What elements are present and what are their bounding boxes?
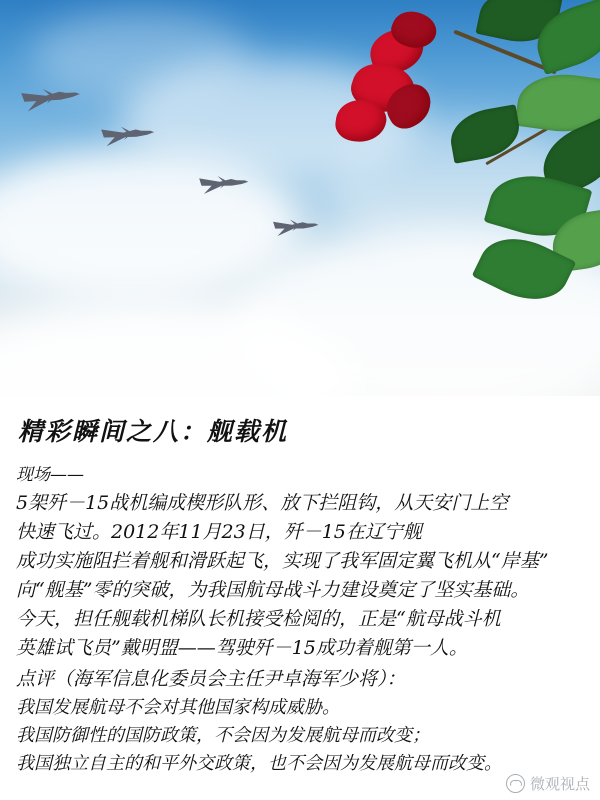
page-title: 精彩瞬间之八：舰载机 (18, 417, 289, 446)
body-line: 5架歼－15战机编成楔形队形、放下拦阻钩，从天安门上空 (16, 492, 509, 514)
comment-heading: 点评（海军信息化委员会主任尹卓海军少将）： (16, 668, 406, 690)
leaf-6 (446, 104, 523, 163)
wechat-icon (506, 774, 525, 793)
body-line: 今天，担任舰载机梯队长机接受检阅的，正是“航母战斗机 (16, 608, 501, 630)
foliage-cluster (330, 0, 600, 320)
body-line: 向“舰基”零的突破，为我国航母战斗力建设奠定了坚实基础。 (16, 579, 530, 601)
watermark-text: 微观视点 (529, 775, 590, 793)
body-line: 英雄试飞员”戴明盟——驾驶歼－15成功着舰第一人。 (16, 637, 468, 659)
jet-aircraft-1 (18, 76, 84, 118)
body-line: 成功实施阻拦着舰和滑跃起飞，实现了我军固定翼飞机从“岸基” (16, 550, 549, 572)
article-body (0, 396, 600, 800)
comment-line: 我国防御性的国防政策，不会因为发展航母而改变； (16, 725, 430, 746)
comment-line: 我国发展航母不会对其他国家构成威胁。 (16, 697, 340, 718)
photo-jets-in-sky (0, 0, 600, 396)
jet-aircraft-2 (98, 115, 157, 153)
jet-aircraft-3 (197, 166, 251, 200)
scene-label: 现场—— (16, 465, 84, 485)
body-line: 快速飞过。2012年11月23日，歼－15在辽宁舰 (16, 521, 422, 543)
jet-aircraft-4 (271, 210, 321, 242)
watermark (506, 773, 590, 794)
comment-line: 我国独立自主的和平外交政策，也不会因为发展航母而改变。 (16, 753, 502, 774)
